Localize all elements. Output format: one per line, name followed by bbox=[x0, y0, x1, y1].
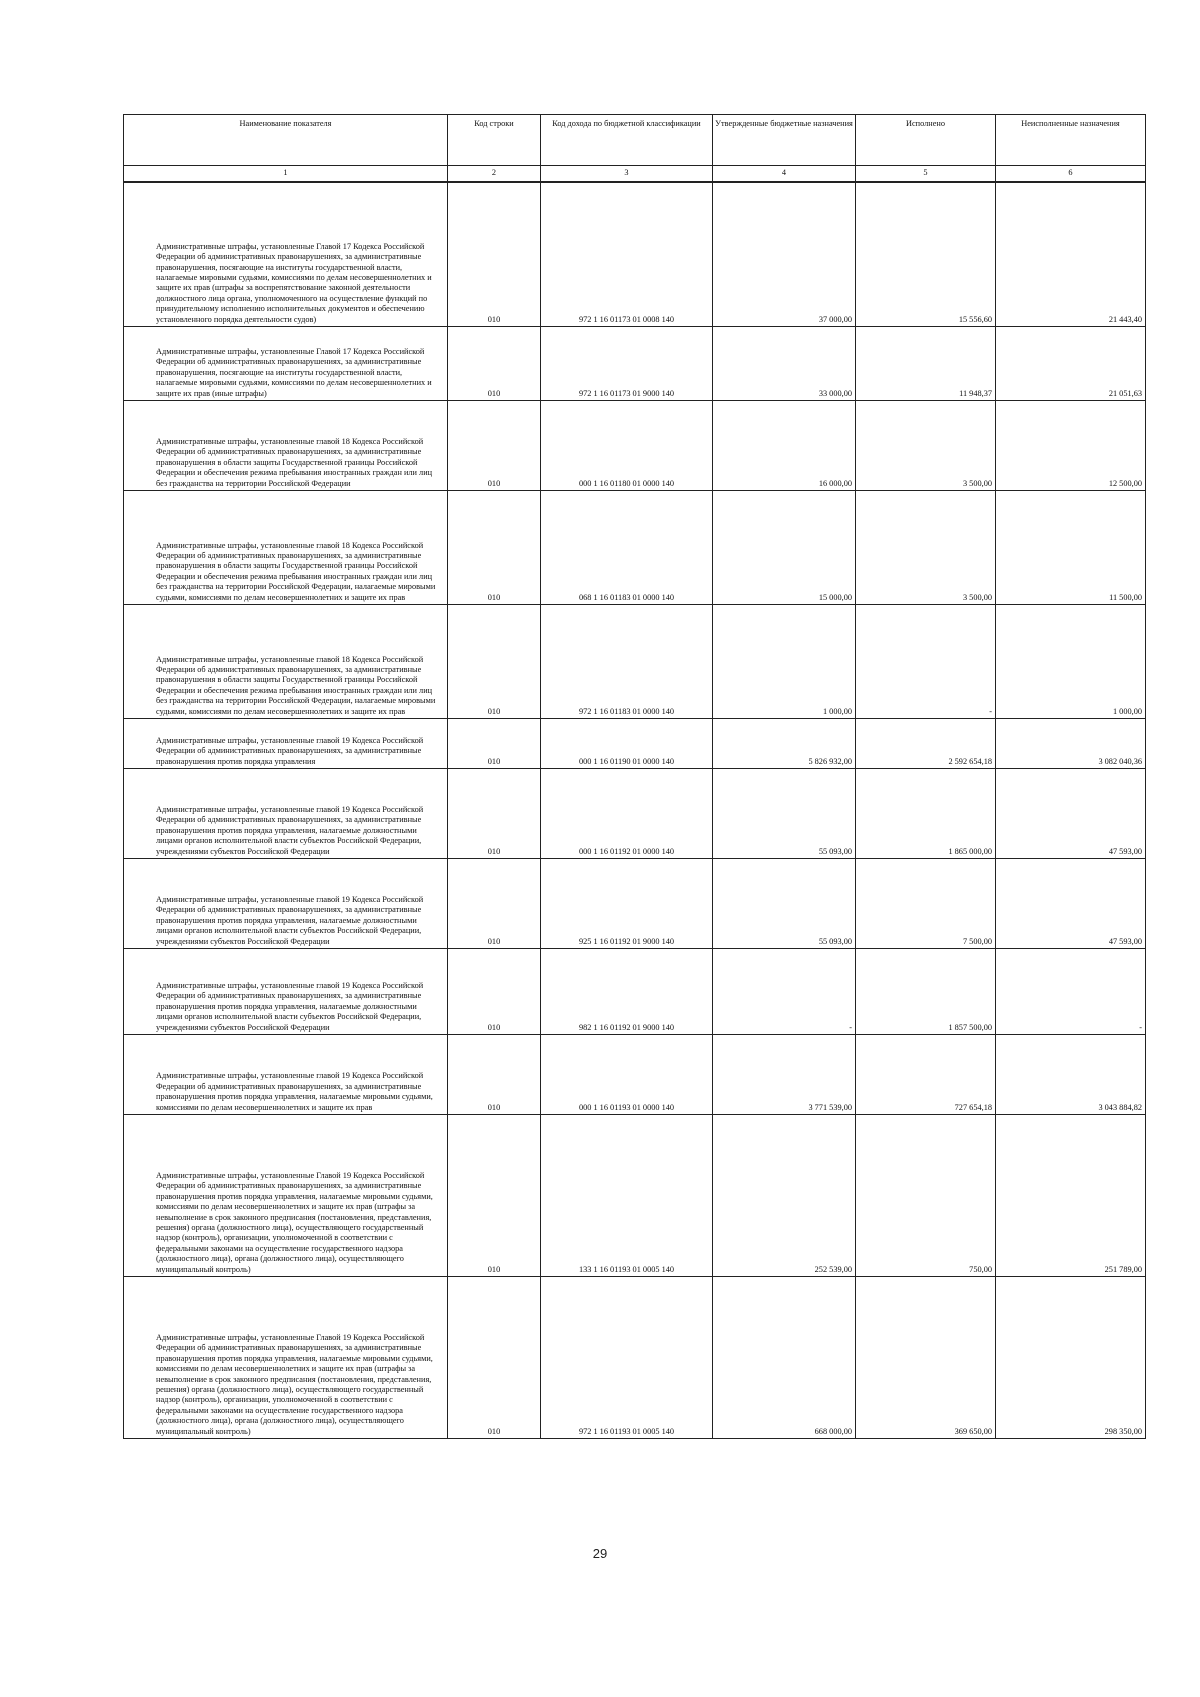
row-executed: - bbox=[856, 605, 996, 719]
row-name: Административные штрафы, установленные Главой 19 Кодекса Российской Федерации об административных правонарушениях, за административные правонарушения против порядка управления, налагаемые мировыми судьями, комиссиями по делам несовершеннолетних и защите их прав (штрафы за невыполнение в срок законного предписания (постановления, представления, решения) органа (должностного лица), осуществляющего государственный надзор (контроль), организации, уполномоченной в соответствии с федеральными законами на осуществление государственного надзора (должностного лица), органа (должностного лица), осуществляющего муниципальный контроль) bbox=[124, 1277, 448, 1439]
table-row bbox=[124, 605, 1146, 719]
row-income-code: 000 1 16 01190 01 0000 140 bbox=[541, 719, 713, 769]
row-line-code: 010 bbox=[448, 401, 541, 491]
table-row bbox=[124, 859, 1146, 949]
table-row bbox=[124, 769, 1146, 859]
row-unexecuted: 12 500,00 bbox=[996, 401, 1146, 491]
row-income-code: 972 1 16 01183 01 0000 140 bbox=[541, 605, 713, 719]
table-row bbox=[124, 949, 1146, 1035]
row-name: Административные штрафы, установленные главой 18 Кодекса Российской Федерации об административных правонарушениях, за административные правонарушения в области защиты Государственной границы Российской Федерации и обеспечения режима пребывания иностранных граждан или лиц без гражданства на территории Российской Федерации bbox=[124, 401, 448, 491]
header-name: Наименование показателя bbox=[124, 115, 448, 166]
row-line-code: 010 bbox=[448, 719, 541, 769]
row-name: Административные штрафы, установленные главой 19 Кодекса Российской Федерации об административных правонарушениях, за административные правонарушения против порядка управления, налагаемые мировыми судьями, комиссиями по делам несовершеннолетних и защите их прав bbox=[124, 1035, 448, 1115]
row-income-code: 972 1 16 01193 01 0005 140 bbox=[541, 1277, 713, 1439]
table-row bbox=[124, 1035, 1146, 1115]
table-row bbox=[124, 1115, 1146, 1277]
row-approved: 252 539,00 bbox=[713, 1115, 856, 1277]
header-unexecuted: Неисполненные назначения bbox=[996, 115, 1146, 166]
row-income-code: 000 1 16 01193 01 0000 140 bbox=[541, 1035, 713, 1115]
row-name: Административные штрафы, установленные главой 18 Кодекса Российской Федерации об административных правонарушениях, за административные правонарушения в области защиты Государственной границы Российской Федерации и обеспечения режима пребывания иностранных граждан или лиц без гражданства на территории Российской Федерации, налагаемые мировыми судьями, комиссиями по делам несовершеннолетних и защите их прав bbox=[124, 605, 448, 719]
page-number: 29 bbox=[592, 1546, 608, 1561]
row-executed: 15 556,60 bbox=[856, 182, 996, 327]
row-income-code: 133 1 16 01193 01 0005 140 bbox=[541, 1115, 713, 1277]
column-number: 3 bbox=[541, 166, 713, 183]
row-executed: 727 654,18 bbox=[856, 1035, 996, 1115]
row-approved: 16 000,00 bbox=[713, 401, 856, 491]
row-line-code: 010 bbox=[448, 327, 541, 401]
table-row bbox=[124, 182, 1146, 327]
column-number: 5 bbox=[856, 166, 996, 183]
row-line-code: 010 bbox=[448, 182, 541, 327]
row-line-code: 010 bbox=[448, 949, 541, 1035]
row-approved: 33 000,00 bbox=[713, 327, 856, 401]
table-row bbox=[124, 1277, 1146, 1439]
row-line-code: 010 bbox=[448, 605, 541, 719]
column-number: 4 bbox=[713, 166, 856, 183]
column-number: 6 bbox=[996, 166, 1146, 183]
row-executed: 750,00 bbox=[856, 1115, 996, 1277]
income-report-table bbox=[123, 114, 1146, 1439]
row-executed: 2 592 654,18 bbox=[856, 719, 996, 769]
row-name: Административные штрафы, установленные Главой 19 Кодекса Российской Федерации об административных правонарушениях, за административные правонарушения против порядка управления, налагаемые мировыми судьями, комиссиями по делам несовершеннолетних и защите их прав (штрафы за невыполнение в срок законного предписания (постановления, представления, решения) органа (должностного лица), осуществляющего государственный надзор (контроль), организации, уполномоченной в соответствии с федеральными законами на осуществление государственного надзора (должностного лица), органа (должностного лица), осуществляющего муниципальный контроль) bbox=[124, 1115, 448, 1277]
column-number: 1 bbox=[124, 166, 448, 183]
header-income-code: Код дохода по бюджетной классификации bbox=[541, 115, 713, 166]
row-unexecuted: 298 350,00 bbox=[996, 1277, 1146, 1439]
row-executed: 7 500,00 bbox=[856, 859, 996, 949]
row-executed: 3 500,00 bbox=[856, 491, 996, 605]
row-executed: 1 857 500,00 bbox=[856, 949, 996, 1035]
row-name: Административные штрафы, установленные главой 19 Кодекса Российской Федерации об административных правонарушениях, за административные правонарушения против порядка управления, налагаемые должностными лицами органов исполнительной власти субъектов Российской Федерации, учреждениями субъектов Российской Федерации bbox=[124, 949, 448, 1035]
row-unexecuted: - bbox=[996, 949, 1146, 1035]
row-unexecuted: 251 789,00 bbox=[996, 1115, 1146, 1277]
header-approved: Утвержденные бюджетные назначения bbox=[713, 115, 856, 166]
row-income-code: 000 1 16 01180 01 0000 140 bbox=[541, 401, 713, 491]
header-executed: Исполнено bbox=[856, 115, 996, 166]
row-income-code: 925 1 16 01192 01 9000 140 bbox=[541, 859, 713, 949]
row-unexecuted: 47 593,00 bbox=[996, 769, 1146, 859]
row-income-code: 068 1 16 01183 01 0000 140 bbox=[541, 491, 713, 605]
row-unexecuted: 21 443,40 bbox=[996, 182, 1146, 327]
row-unexecuted: 3 043 884,82 bbox=[996, 1035, 1146, 1115]
table-row bbox=[124, 491, 1146, 605]
row-name: Административные штрафы, установленные главой 19 Кодекса Российской Федерации об административных правонарушениях, за административные правонарушения против порядка управления, налагаемые должностными лицами органов исполнительной власти субъектов Российской Федерации, учреждениями субъектов Российской Федерации bbox=[124, 769, 448, 859]
row-executed: 11 948,37 bbox=[856, 327, 996, 401]
row-income-code: 000 1 16 01192 01 0000 140 bbox=[541, 769, 713, 859]
row-unexecuted: 3 082 040,36 bbox=[996, 719, 1146, 769]
row-unexecuted: 47 593,00 bbox=[996, 859, 1146, 949]
table-row bbox=[124, 401, 1146, 491]
column-number: 2 bbox=[448, 166, 541, 183]
row-executed: 1 865 000,00 bbox=[856, 769, 996, 859]
row-line-code: 010 bbox=[448, 1277, 541, 1439]
row-income-code: 972 1 16 01173 01 9000 140 bbox=[541, 327, 713, 401]
table-row bbox=[124, 327, 1146, 401]
row-income-code: 972 1 16 01173 01 0008 140 bbox=[541, 182, 713, 327]
row-name: Административные штрафы, установленные главой 19 Кодекса Российской Федерации об административных правонарушениях, за административные правонарушения против порядка управления, налагаемые должностными лицами органов исполнительной власти субъектов Российской Федерации, учреждениями субъектов Российской Федерации bbox=[124, 859, 448, 949]
row-unexecuted: 21 051,63 bbox=[996, 327, 1146, 401]
row-approved: 668 000,00 bbox=[713, 1277, 856, 1439]
row-name: Административные штрафы, установленные главой 19 Кодекса Российской Федерации об административных правонарушениях, за административные правонарушения против порядка управления bbox=[124, 719, 448, 769]
row-unexecuted: 11 500,00 bbox=[996, 491, 1146, 605]
row-line-code: 010 bbox=[448, 491, 541, 605]
row-line-code: 010 bbox=[448, 1035, 541, 1115]
column-number-row bbox=[124, 166, 1146, 183]
header-row bbox=[124, 115, 1146, 166]
row-approved: 55 093,00 bbox=[713, 859, 856, 949]
table-row bbox=[124, 719, 1146, 769]
header-line-code: Код строки bbox=[448, 115, 541, 166]
row-line-code: 010 bbox=[448, 769, 541, 859]
row-income-code: 982 1 16 01192 01 9000 140 bbox=[541, 949, 713, 1035]
row-line-code: 010 bbox=[448, 1115, 541, 1277]
row-approved: 15 000,00 bbox=[713, 491, 856, 605]
row-approved: 55 093,00 bbox=[713, 769, 856, 859]
row-name: Административные штрафы, установленные главой 18 Кодекса Российской Федерации об административных правонарушениях, за административные правонарушения в области защиты Государственной границы Российской Федерации и обеспечения режима пребывания иностранных граждан или лиц без гражданства на территории Российской Федерации, налагаемые мировыми судьями, комиссиями по делам несовершеннолетних и защите их прав bbox=[124, 491, 448, 605]
row-unexecuted: 1 000,00 bbox=[996, 605, 1146, 719]
row-approved: - bbox=[713, 949, 856, 1035]
row-executed: 3 500,00 bbox=[856, 401, 996, 491]
row-line-code: 010 bbox=[448, 859, 541, 949]
row-executed: 369 650,00 bbox=[856, 1277, 996, 1439]
row-name: Административные штрафы, установленные Главой 17 Кодекса Российской Федерации об административных правонарушениях, за административные правонарушения, посягающие на институты государственной власти, налагаемые мировыми судьями, комиссиями по делам несовершеннолетних и защите их прав (штрафы за воспрепятствование законной деятельности должностного лица органа, уполномоченного на осуществление функций по принудительному исполнению исполнительных документов и обеспечению установленного порядка деятельности судов) bbox=[124, 182, 448, 327]
row-approved: 1 000,00 bbox=[713, 605, 856, 719]
row-approved: 37 000,00 bbox=[713, 182, 856, 327]
row-approved: 5 826 932,00 bbox=[713, 719, 856, 769]
row-approved: 3 771 539,00 bbox=[713, 1035, 856, 1115]
row-name: Административные штрафы, установленные Главой 17 Кодекса Российской Федерации об административных правонарушениях, за административные правонарушения, посягающие на институты государственной власти, налагаемые мировыми судьями, комиссиями по делам несовершеннолетних и защите их прав (иные штрафы) bbox=[124, 327, 448, 401]
